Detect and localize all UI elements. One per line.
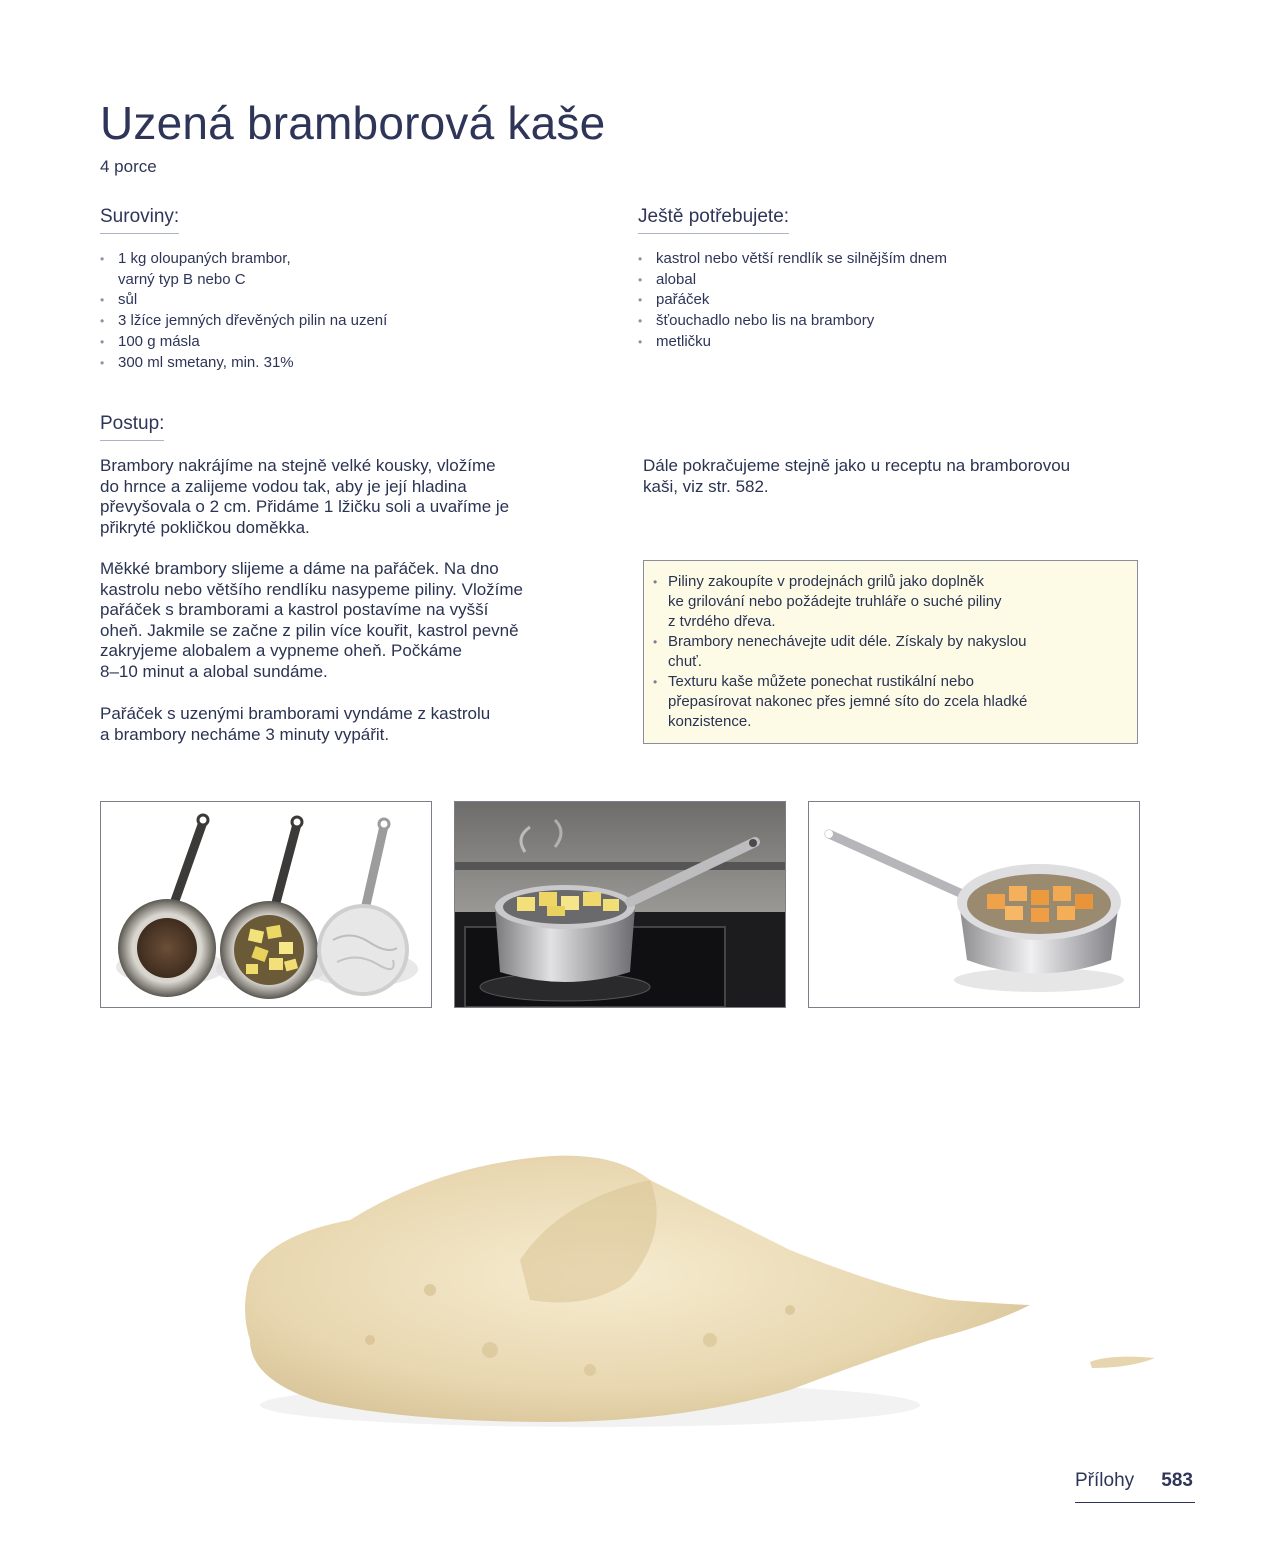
- photo-three-pans: [100, 801, 432, 1008]
- list-item: • 1 kg oloupaných brambor, varný typ B nebo C: [100, 249, 387, 290]
- procedure-heading: Postup:: [100, 413, 164, 441]
- list-item: • metličku: [638, 332, 947, 353]
- tip-item: • Brambory nenechávejte udit déle. Získaly by nakyslou chuť.: [653, 632, 1127, 672]
- stove-illustration: [455, 802, 785, 1007]
- tip-list: [653, 572, 1127, 732]
- list-item: • kastrol nebo větší rendlík se silnějším dnem: [638, 249, 947, 270]
- three-pans-illustration: [101, 802, 431, 1007]
- ingredients-heading: Suroviny:: [100, 206, 179, 234]
- equipment-heading: Ještě potřebujete:: [638, 206, 789, 234]
- list-item: • 3 lžíce jemných dřevěných pilin na uzení: [100, 311, 387, 332]
- smoked-potatoes-illustration: [809, 802, 1139, 1007]
- page-number: 583: [1161, 1470, 1193, 1491]
- photo-pan-on-stove: [454, 801, 786, 1008]
- photo-smoked-potatoes-pan: [808, 801, 1140, 1008]
- procedure-continuation: Dále pokračujeme stejně jako u receptu na bramborovou kaši, viz str. 582.: [643, 456, 1071, 496]
- list-item: • sůl: [100, 290, 387, 311]
- tip-item: • Texturu kaše můžete ponechat rustikální nebo přepasírovat nakonec přes jemné síto do zcela hladké konzistence.: [653, 672, 1127, 732]
- list-item: • alobal: [638, 270, 947, 291]
- procedure-step-1: Brambory nakrájíme na stejně velké kousky, vložíme do hrnce a zalijeme vodou tak, aby je její hladina převyšovala o 2 cm. Přidáme 1 lžičku soli a uvaříme je přikryté pokličkou doměkka.: [100, 456, 510, 537]
- servings: 4 porce: [100, 157, 157, 176]
- procedure-step-2: Měkké brambory slijeme a dáme na pařáček. Na dno kastrolu nebo většího rendlíku nasypeme piliny. Vložíme pařáček s bramborami a kastrol postavíme na vyšší oheň. Jakmile se začne z pilin více kouřit, kastrol pevně zakryjeme alobalem a vypneme oheň. Počkáme 8–10 minut a alobal sundáme.: [100, 559, 524, 681]
- tip-item: • Piliny zakoupíte v prodejnách grilů jako doplněk ke grilování nebo požádejte truhláře o suché piliny z tvrdého dřeva.: [653, 572, 1127, 632]
- mashed-potatoes-image: [230, 1140, 1170, 1440]
- list-item: • šťouchadlo nebo lis na brambory: [638, 311, 947, 332]
- page-title: Uzená bramborová kaše: [100, 97, 606, 149]
- list-item: • 300 ml smetany, min. 31%: [100, 353, 387, 374]
- tip-box: [643, 560, 1138, 744]
- page-footer: [1075, 1470, 1195, 1503]
- procedure-step-3: Pařáček s uzenými bramborami vyndáme z kastrolu a brambory necháme 3 minuty vypářit.: [100, 704, 491, 744]
- ingredients-list: [100, 249, 387, 373]
- list-item: • pařáček: [638, 290, 947, 311]
- list-item: • 100 g másla: [100, 332, 387, 353]
- footer-section: Přílohy: [1075, 1470, 1135, 1491]
- equipment-list: [638, 249, 947, 353]
